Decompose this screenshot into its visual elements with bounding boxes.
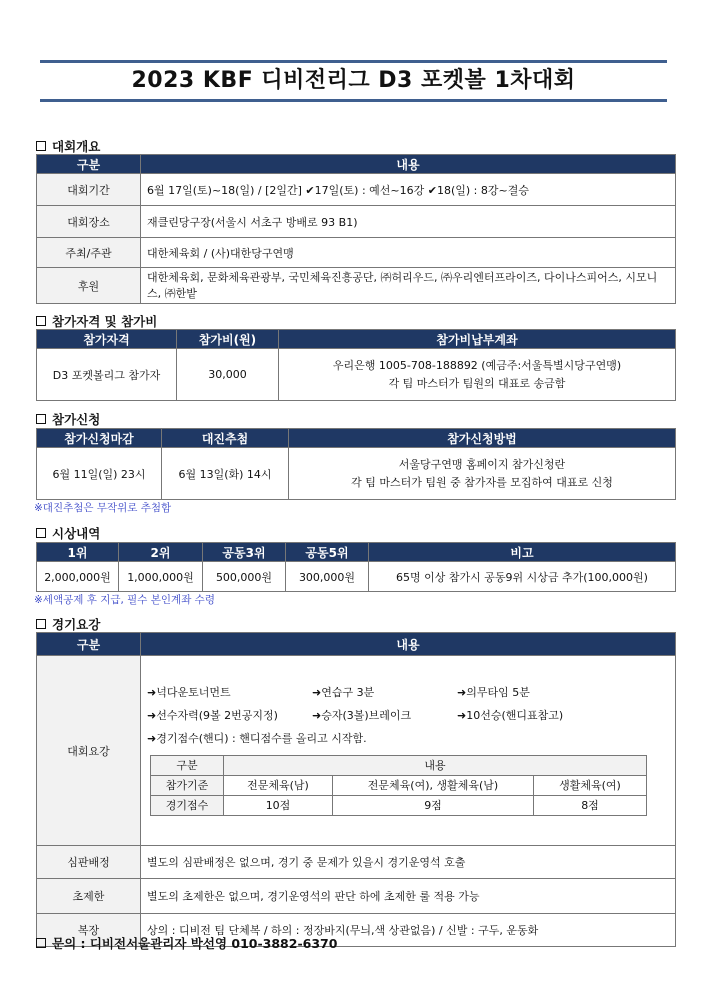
overview-col-content: 내용 — [141, 155, 676, 174]
page-title: 2023 KBF 디비전리그 D3 포켓볼 1차대회 — [131, 68, 576, 93]
section-prizes-heading: 시상내역 — [36, 524, 100, 542]
prizes-note: ※세액공제 후 지급, 필수 본인계좌 수령 — [34, 594, 215, 606]
table-row: 대회요강 ➜넉다운토너먼트 ➜연습구 3분 ➜의무타임 5분 ➜선수자력(9볼 2번공지정) ➜승자(3볼)브레이크 ➜10선승(핸디표참고) ➜경기점수(핸디) : 핸디점수를 올리고 시작함. 구분 내용 참가기준 전문체육(남) 전문체육(여), 생활체육(남) 생활체육(여) 경기점수 10점 9점 8점 — [37, 656, 676, 846]
table-row: 2,000,000원 1,000,000원 500,000원 300,000원 65명 이상 참가시 공동9위 시상금 추가(100,000원) — [37, 562, 676, 592]
eligibility-table: 참가자격 참가비(원) 참가비납부계좌 D3 포켓볼리그 참가자 30,000 우리은행 1005-708-188892 (예금주:서울특별시당구연맹) 각 팀 마스터가 팀원의 대표로 송금함 — [36, 329, 676, 401]
handicap-table: 구분 내용 참가기준 전문체육(남) 전문체육(여), 생활체육(남) 생활체육(여) 경기점수 10점 9점 8점 — [150, 755, 647, 816]
contact-info: 문의 : 디비전서울관리자 박선영 010-3882-6370 — [36, 934, 337, 952]
table-row: 6월 11일(일) 23시 6월 13일(화) 14시 서울당구연맹 홈페이지 참가신청란 각 팀 마스터가 팀원 중 참가자를 모집하여 대표로 신청 — [37, 448, 676, 500]
list-item: ➜선수자력(9볼 2번공지정) — [147, 708, 278, 722]
list-item: ➜연습구 3분 — [312, 685, 375, 699]
checkbox-bullet-icon — [36, 316, 46, 326]
table-row: D3 포켓볼리그 참가자 30,000 우리은행 1005-708-188892 (예금주:서울특별시당구연맹) 각 팀 마스터가 팀원의 대표로 송금함 — [37, 349, 676, 401]
list-item: ➜10선승(핸디표참고) — [457, 708, 564, 722]
table-row: 대회기간 6월 17일(토)~18(일) / [2일간] ✔17일(토) : 예선~16강 ✔18(일) : 8강~결승 — [37, 174, 676, 206]
checkbox-bullet-icon — [36, 938, 46, 948]
checkbox-bullet-icon — [36, 414, 46, 424]
table-row: 주최/주관 대한체육회 / (사)대한당구연맹 — [37, 238, 676, 268]
section-eligibility-heading: 참가자격 및 참가비 — [36, 312, 157, 330]
checkbox-bullet-icon — [36, 619, 46, 629]
table-row: 대회장소 재클린당구장(서울시 서초구 방배로 93 B1) — [37, 206, 676, 238]
rules-format-list — [147, 678, 669, 750]
application-table: 참가신청마감 대진추첨 참가신청방법 6월 11일(일) 23시 6월 13일(화) 14시 서울당구연맹 홈페이지 참가신청란 각 팀 마스터가 팀원 중 참가자를 모집하여 대표로 신청 — [36, 428, 676, 500]
prizes-table: 1위 2위 공동3위 공동5위 비고 2,000,000원 1,000,000원 500,000원 300,000원 65명 이상 참가시 공동9위 시상금 추가(100,000원) — [36, 542, 676, 592]
application-note: ※대진추첨은 무작위로 추첨함 — [34, 502, 172, 514]
table-row: 초제한 별도의 초제한은 없으며, 경기운영석의 판단 하에 초제한 룰 적용 가능 — [37, 879, 676, 914]
table-row: 복장 상의 : 디비전 팀 단체복 / 하의 : 정장바지(무늬,색 상관없음) / 신발 : 구두, 운동화 — [37, 914, 676, 947]
section-overview-heading: 대회개요 — [36, 137, 100, 155]
overview-table — [36, 154, 676, 304]
checkbox-bullet-icon — [36, 528, 46, 538]
list-item: ➜넉다운토너먼트 — [147, 685, 231, 699]
title-rule-top — [40, 60, 667, 63]
list-item: ➜승자(3볼)브레이크 — [312, 708, 412, 722]
list-item: ➜경기점수(핸디) : 핸디점수를 올리고 시작함. — [147, 731, 367, 745]
section-rules-heading: 경기요강 — [36, 615, 100, 633]
overview-col-head: 구분 — [37, 155, 141, 174]
title-rule-bottom — [40, 99, 667, 102]
table-row: 후원 대한체육회, 문화체육관광부, 국민체육진흥공단, ㈜허리우드, ㈜우리엔터프라이즈, 다이나스피어스, 시모니스, ㈜한밭 — [37, 268, 676, 304]
table-row: 심판배정 별도의 심판배정은 없으며, 경기 중 문제가 있을시 경기운영석 호출 — [37, 846, 676, 879]
checkbox-bullet-icon — [36, 141, 46, 151]
rules-table: 구분 내용 대회요강 ➜넉다운토너먼트 ➜연습구 3분 ➜의무타임 5분 ➜선수자력(9볼 2번공지정) ➜승자(3볼)브레이크 ➜10선승(핸디표참고) ➜경기점수(핸디) : 핸디점수를 올리고 시작함. 구분 내용 참가기준 전문체육(남) 전문체육(여), 생활체육(남) 생활체육(여) 경기점수 10점 9점 8점 심판배정 별도의 심판배정은 없으며, 경기 중 문제가 있을시 경기운영석 호출 초제한 별도의 초제한은 없으며, 경기운영석의 판단 하에 초제한 룰 적용 가능 복장 상의 : 디비전 팀 단체복 / 하의 : 정장바지(무늬,색 상관없음) / 신발 : 구두, 운동화 — [36, 632, 676, 947]
list-item: ➜의무타임 5분 — [457, 685, 530, 699]
section-application-heading: 참가신청 — [36, 410, 100, 428]
